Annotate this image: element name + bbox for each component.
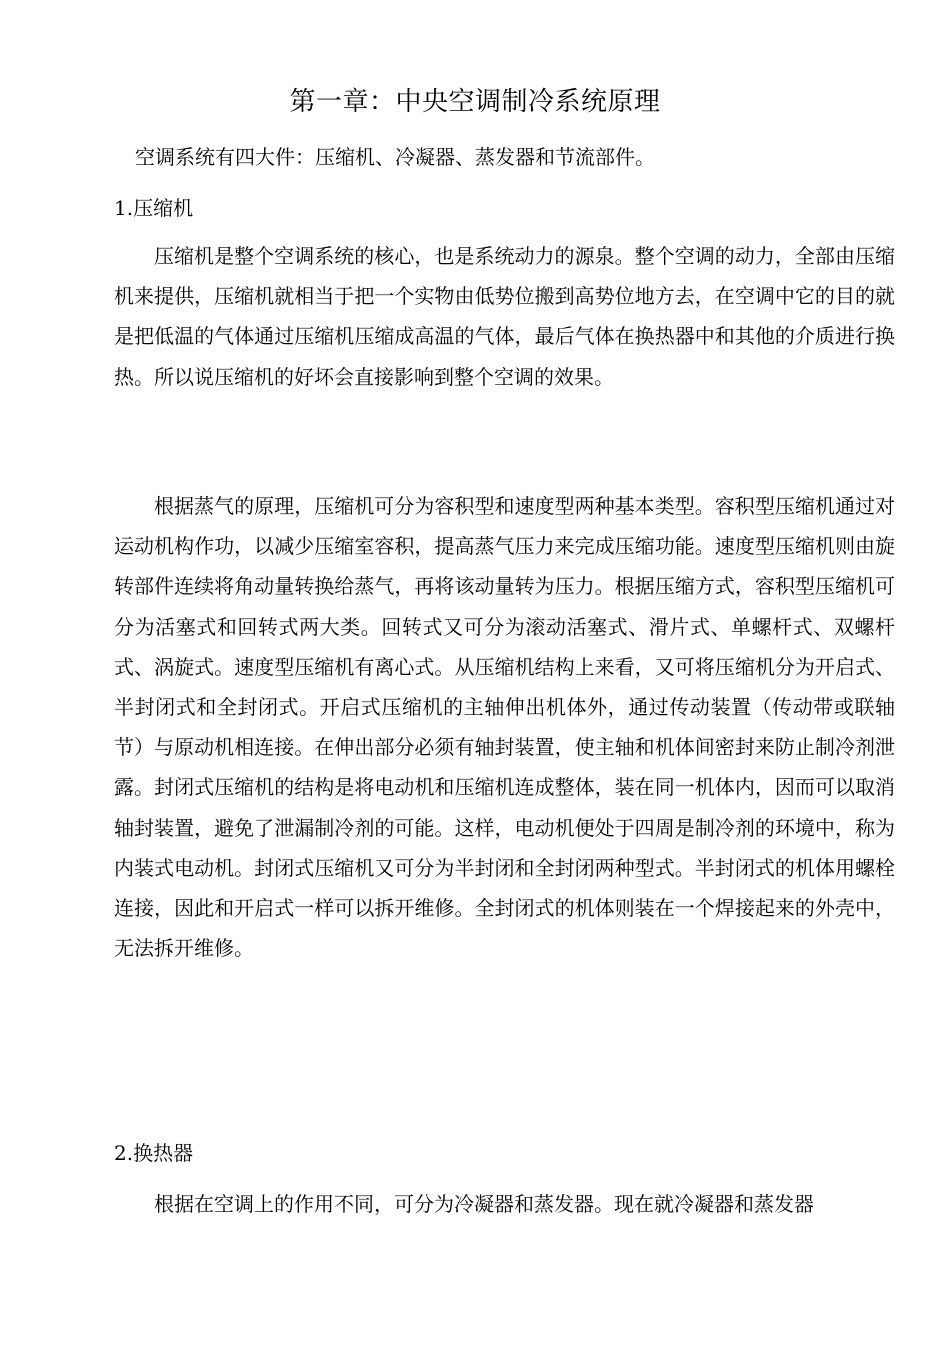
section-heading-heat-exchanger: 2.换热器 <box>114 1141 194 1165</box>
section-heading-compressor: 1.压缩机 <box>114 196 194 220</box>
paragraph-heat-exchanger: 根据在空调上的作用不同，可分为冷凝器和蒸发器。现在就冷凝器和蒸发器 <box>154 1192 814 1216</box>
paragraph-compressor-core: 压缩机是整个空调系统的核心，也是系统动力的源泉。整个空调的动力，全部由压缩机来提供，压缩机就相当于把一个实物由低势位搬到高势位地方去，在空调中它的目的就是把低温的气体通过压缩机压缩成高温的气体，最后气体在换热器中和其他的介质进行换热。所以说压缩机的好坏会直接影响到整个空调的效果。 <box>114 244 895 389</box>
paragraph-compressor-types: 根据蒸气的原理，压缩机可分为容积型和速度型两种基本类型。容积型压缩机通过对运动机构作功，以减少压缩室容积，提高蒸气压力来完成压缩功能。速度型压缩机则由旋转部件连续将角动量转换给蒸气，再将该动量转为压力。根据压缩方式，容积型压缩机可分为活塞式和回转式两大类。回转式又可分为滚动活塞式、滑片式、单螺杆式、双螺杆式、涡旋式。速度型压缩机有离心式。从压缩机结构上来看，又可将压缩机分为开启式、半封闭式和全封闭式。开启式压缩机的主轴伸出机体外，通过传动装置（传动带或联轴节）与原动机相连接。在伸出部分必须有轴封装置，使主轴和机体间密封来防止制冷剂泄露。封闭式压缩机的结构是将电动机和压缩机连成整体，装在同一机体内，因而可以取消轴封装置，避免了泄漏制冷剂的可能。这样，电动机便处于四周是制冷剂的环境中，称为内装式电动机。封闭式压缩机又可分为半封闭和全封闭两种型式。半封闭式的机体用螺栓连接，因此和开启式一样可以拆开维修。全封闭式的机体则装在一个焊接起来的外壳中，无法拆开维修。 <box>114 494 895 961</box>
intro-paragraph: 空调系统有四大件：压缩机、冷凝器、蒸发器和节流部件。 <box>135 145 655 169</box>
chapter-title: 第一章：中央空调制冷系统原理 <box>289 87 661 117</box>
